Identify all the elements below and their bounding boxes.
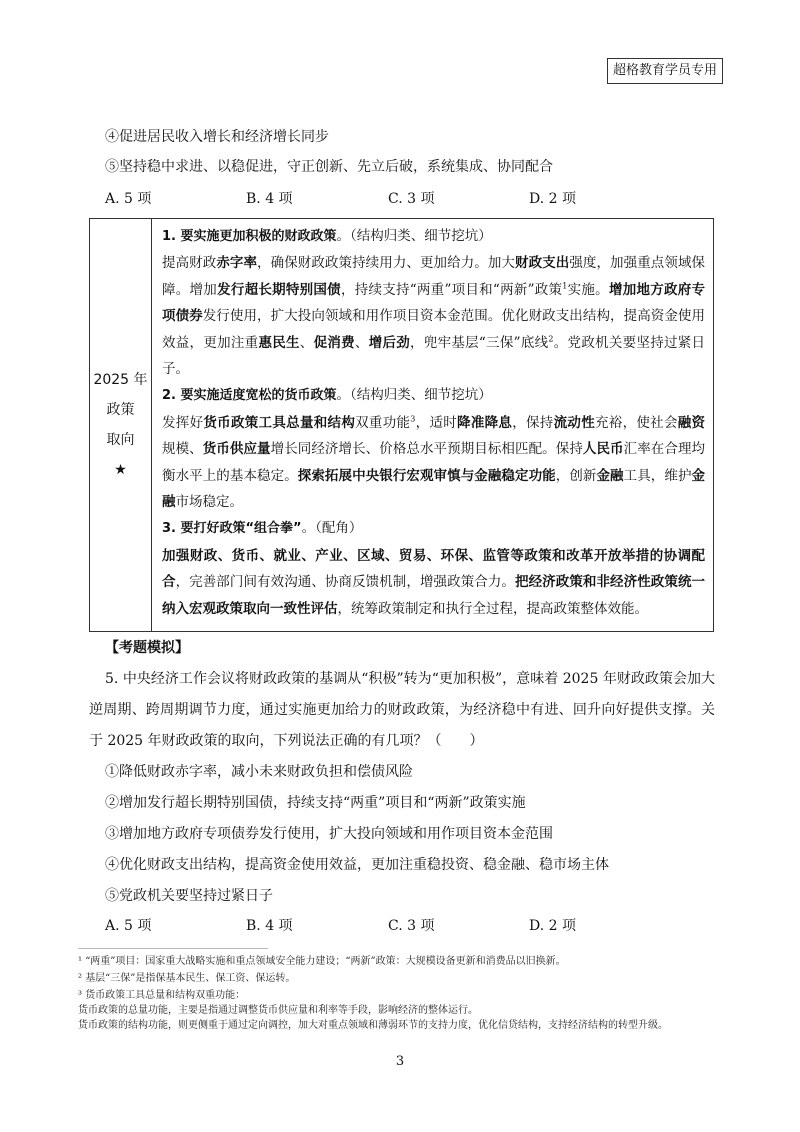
text-run: 提高财政 xyxy=(162,255,217,272)
footnote-3-line-1: 货币政策的总量功能，主要是指通过调整货币供应量和利率等手段，影响经济的整体运行。 xyxy=(78,1005,478,1016)
bold-text: 金融 xyxy=(596,467,624,484)
answer-item-4: ④优化财政支出结构，提高资金使用效益，更加注重稳投资、稳金融、稳市场主体 xyxy=(105,857,609,873)
bold-text: 流动性 xyxy=(553,414,595,431)
answer-item-5: ⑤党政机关要坚持过紧日子 xyxy=(105,888,273,904)
page-number: 3 xyxy=(395,1054,405,1069)
text-run: 双重功能 xyxy=(355,414,411,431)
text-run: 、 xyxy=(354,334,369,351)
bold-text: 财政支出 xyxy=(515,255,570,272)
text-run: ，保持 xyxy=(512,414,554,431)
text-run: 实施。 xyxy=(567,281,609,298)
bold-text: 增加地方政府专项债券 xyxy=(162,281,706,325)
label-year: 2025 年 xyxy=(93,372,148,388)
bold-text: 探索拓展中央银行宏观审慎与金融稳定功能 xyxy=(297,467,556,484)
top-item-4: ④促进居民收入增长和经济增长同步 xyxy=(105,129,329,145)
q-option-d: D. 2 项 xyxy=(529,918,576,934)
footnote-ref: 1 xyxy=(562,281,568,291)
bold-text: 金融 xyxy=(162,467,706,511)
text-run: 。党政机关要坚持过紧日子。 xyxy=(162,334,706,378)
text-run: 发行使用，扩大投向领域和用作项目资本金范围。优化财政支出结构，提高资金使用效益，更加注重 xyxy=(162,308,706,351)
text-run: 发挥好 xyxy=(162,414,204,431)
footnote-1: ¹ “两重”项目：国家重大战略实施和重点领域安全能力建设；“两新”政策：大规模设备更新和消费品以旧换新。 xyxy=(78,956,566,967)
footnote-ref: 3 xyxy=(410,414,416,424)
text-run: 工具，维护 xyxy=(623,467,692,484)
q-option-a: A. 5 项 xyxy=(105,918,152,934)
section-body-fiscal xyxy=(162,250,705,382)
footnote-3-line-2: 货币政策的结构功能，则更侧重于通过定向调控，加大对重点领域和薄弱环节的支持力度，优化信贷结构，支持经济结构的转型升级。 xyxy=(78,1020,668,1031)
option-d: D. 2 项 xyxy=(529,191,576,207)
text-run: ，创新 xyxy=(555,467,597,484)
label-policy: 政策 xyxy=(106,402,135,418)
text-run: ，持续支持“两重”项目和“两新”政策 xyxy=(340,281,563,298)
top-item-5: ⑤坚持稳中求进、以稳促进，守正创新、先立后破，系统集成、协同配合 xyxy=(105,159,553,175)
bold-text: 货币政策工具总量和结构 xyxy=(203,414,356,431)
section-title-combination: 3. 要打好政策“组合拳”。（配角） xyxy=(162,520,363,537)
text-run: 增长同经济增长、价格总水平预期目标相匹配。保持 xyxy=(270,441,583,458)
text-run: ，确保财政政策持续用力、更加给力。加大 xyxy=(257,255,516,272)
text-run: 规模、 xyxy=(162,441,203,458)
q-option-b: B. 4 项 xyxy=(246,918,293,934)
text-run: 汇率在合理均衡水平上的基本稳定。 xyxy=(162,441,706,484)
bold-text: 把经济政策和非经济性政策统一纳入宏观政策取向一致性评估 xyxy=(162,574,706,617)
answer-item-1: ①降低财政赤字率，减小未来财政负担和偿债风险 xyxy=(105,764,413,780)
option-b: B. 4 项 xyxy=(246,191,293,207)
footnote-divider xyxy=(78,948,268,949)
text-run: ，统筹政策制定和执行全过程，提高政策整体效能。 xyxy=(337,600,648,617)
section-title-fiscal: 1. 要实施更加积极的财政政策。（结构归类、细节挖坑） xyxy=(162,228,492,244)
bold-text: 增后劲 xyxy=(368,334,411,351)
bold-text: 促消费 xyxy=(313,334,355,351)
text-run: 、 xyxy=(299,334,314,351)
policy-label-cell xyxy=(90,219,152,632)
answer-item-2: ②增加发行超长期特别国债，持续支持“两重”项目和“两新”政策实施 xyxy=(105,795,526,811)
bold-text: 降准降息 xyxy=(457,414,513,431)
text-run: 强度，加强重点领域保障。增加 xyxy=(162,255,706,298)
policy-table xyxy=(89,218,714,632)
bold-text: 货币供应量 xyxy=(202,441,271,458)
header-badge: 超格教育学员专用 xyxy=(607,58,723,84)
simulation-heading: 【考题模拟】 xyxy=(105,640,189,656)
q-option-c: C. 3 项 xyxy=(388,918,435,934)
question-5: 5. 中央经济工作会议将财政政策的基调从“积极”转为“更加积极”，意味着 2025 年财政政策会加大逆周期、跨周期调节力度，通过实施更加给力的财政政策，为经济稳中有进、回升向好提供支撑。关于 2025 年财政政策的取向，下列说法正确的有几项？（ ） xyxy=(89,671,715,749)
policy-content-cell xyxy=(152,219,714,632)
bold-text: 加强财政、货币、就业、产业、区域、贸易、环保、监管等政策和改革开放举措的协调配合 xyxy=(162,547,705,591)
footnote-ref: 2 xyxy=(548,334,554,344)
section-body-combination xyxy=(162,543,705,622)
bold-text: 人民币 xyxy=(582,441,624,458)
footnote-2: ² 基层“三保”是指保基本民生、保工资、保运转。 xyxy=(78,973,296,984)
text-run: 市场稳定。 xyxy=(175,494,243,511)
text-run: ，完善部门间有效沟通、协商反馈机制，增强政策合力。 xyxy=(175,574,516,591)
bold-text: 发行超长期特别国债 xyxy=(217,281,341,298)
label-direction: 取向 xyxy=(106,432,135,448)
section-title-monetary: 2. 要实施适度宽松的货币政策。（结构归类、细节挖坑） xyxy=(162,387,492,404)
option-c: C. 3 项 xyxy=(388,191,435,207)
text-run: ，兜牢基层“三保”底线 xyxy=(410,334,549,351)
answer-item-3: ③增加地方政府专项债券发行使用，扩大投向领域和用作项目资本金范围 xyxy=(105,826,553,842)
bold-text: 惠民生 xyxy=(258,334,300,351)
bold-text: 赤字率 xyxy=(216,255,258,272)
star-icon: ★ xyxy=(114,462,127,478)
text-run: ，适时 xyxy=(415,414,458,431)
section-body-monetary xyxy=(162,410,705,516)
option-a: A. 5 项 xyxy=(105,191,152,207)
text-run: 充裕，使社会 xyxy=(595,414,678,431)
footnote-3: ³ 货币政策工具总量和结构双重功能： xyxy=(78,990,246,1001)
bold-text: 融资 xyxy=(677,414,706,431)
